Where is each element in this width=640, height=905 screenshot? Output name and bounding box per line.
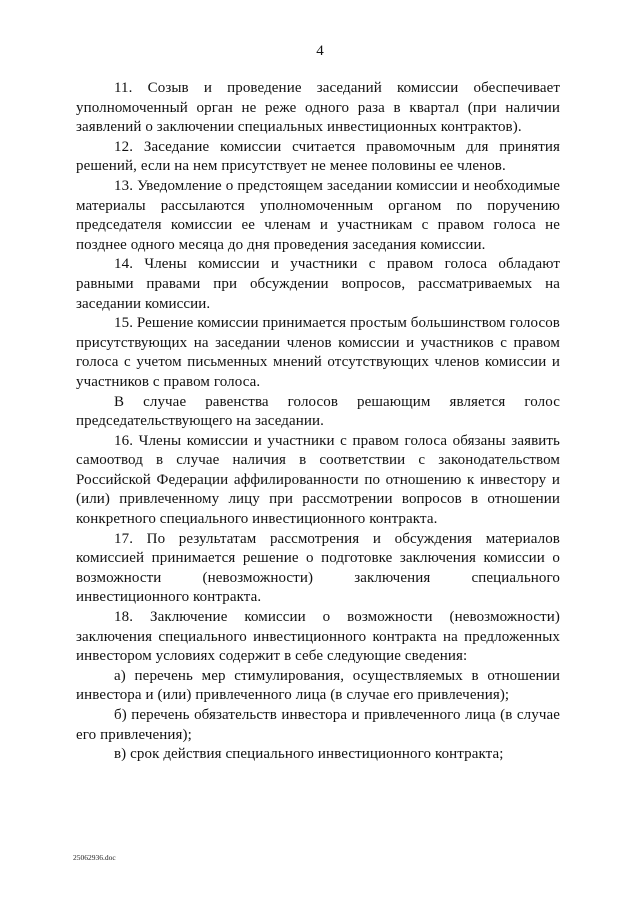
footer-filename: 25062936.doc	[73, 853, 116, 862]
list-item-a: а) перечень мер стимулирования, осуществляемых в отношении инвестора и (или) привлеченного лица (в случае его привлечения);	[76, 667, 560, 704]
paragraph-11: 11. Созыв и проведение заседаний комиссии обеспечивает уполномоченный орган не реже одного раза в квартал (при наличии заявлений о заключении специальных инвестиционных контрактов).	[76, 80, 560, 136]
list-item-v: в) срок действия специального инвестиционного контракта;	[114, 746, 504, 763]
paragraph-17: 17. По результатам рассмотрения и обсуждения материалов комиссией принимается решение о подготовке заключения комиссии о возможности (невозможности) заключения специального инвестиционного контракта.	[76, 530, 560, 606]
paragraph-15: 15. Решение комиссии принимается простым большинством голосов присутствующих на заседании членов комиссии и участников с правом голоса с учетом письменных мнений отсутствующих членов комиссии и участников с правом голоса.	[76, 315, 560, 390]
paragraph-18: 18. Заключение комиссии о возможности (невозможности) заключения специального инвестиционного контракта на предложенных инвестором условиях содержит в себе следующие сведения:	[76, 609, 560, 665]
paragraph-14: 14. Члены комиссии и участники с правом голоса обладают равными правами при обсуждении вопросов, рассматриваемых на заседании комиссии.	[76, 256, 560, 312]
paragraph-15-tie-vote: В случае равенства голосов решающим является голос председательствующего на заседании.	[76, 393, 560, 430]
paragraph-12: 12. Заседание комиссии считается правомочным для принятия решений, если на нем присутствует не менее половины ее членов.	[76, 138, 560, 175]
paragraph-13: 13. Уведомление о предстоящем заседании комиссии и необходимые материалы рассылаются уполномоченным органом по поручению председателя комиссии ее членам и участникам с правом голоса не позднее одного месяца до дня проведения заседания комиссии.	[76, 177, 560, 253]
list-item-b: б) перечень обязательств инвестора и привлеченного лица (в случае его привлечения);	[76, 707, 560, 743]
page-number: 4	[316, 43, 324, 59]
paragraph-16: 16. Члены комиссии и участники с правом голоса обязаны заявить самоотвод в случае наличия в соответствии с законодательством Российской Федерации аффилированности по отношению к инвестору и (или) привлеченному лицу при рассмотрении вопросов в отношении конкретного специального инвестиционного контракта.	[76, 432, 560, 528]
document-body	[76, 79, 560, 765]
